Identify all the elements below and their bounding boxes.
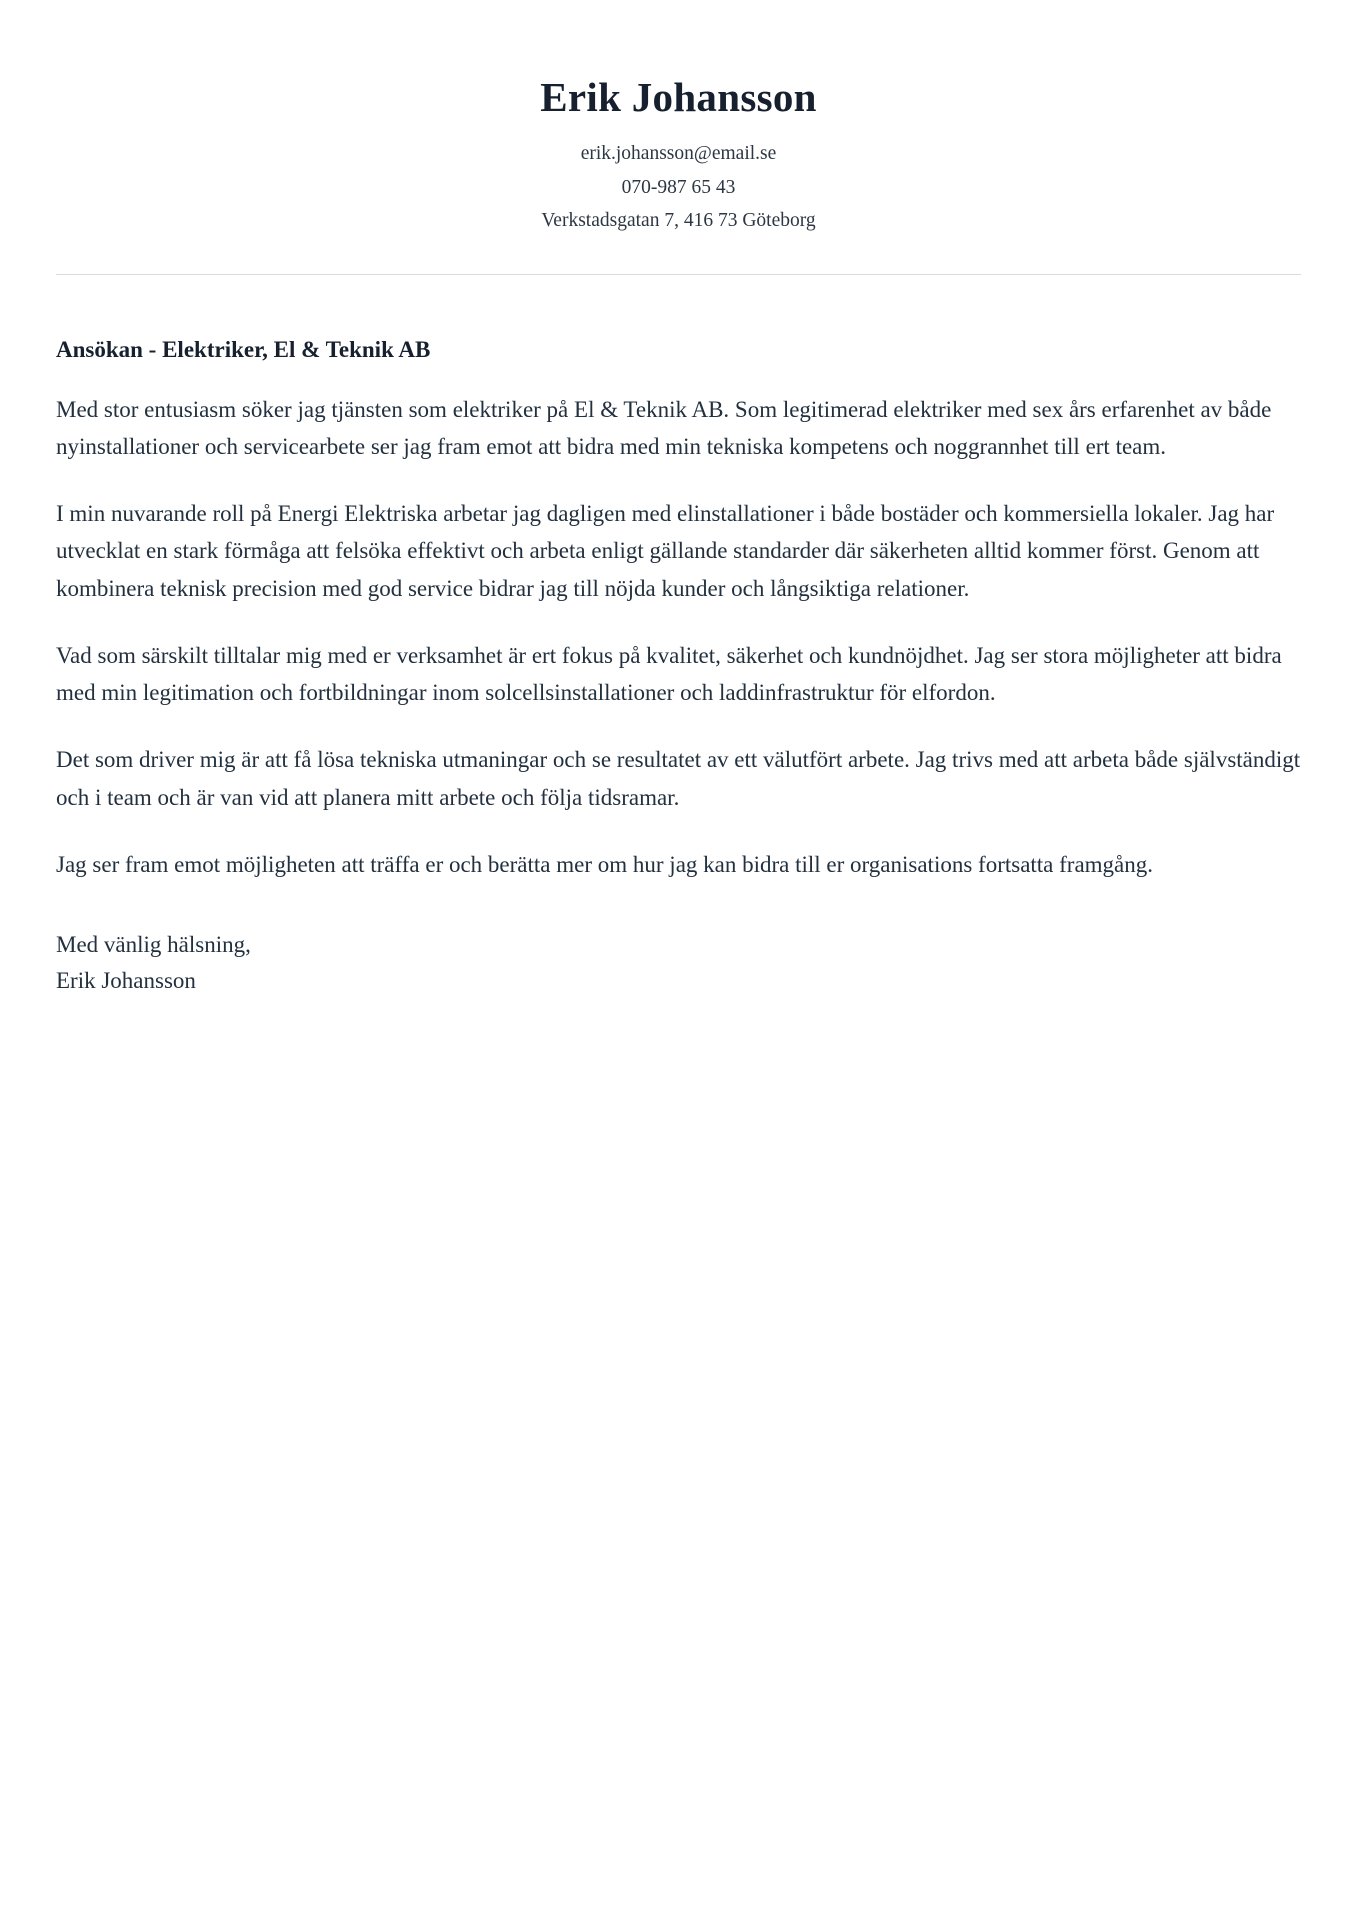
contact-address: Verkstadsgatan 7, 416 73 Göteborg [541, 210, 816, 232]
letter-header [56, 58, 1301, 238]
letter-subject: Ansökan - Elektriker, El & Teknik AB [56, 336, 431, 362]
letter-closing [56, 927, 1301, 998]
applicant-name: Erik Johansson [540, 74, 817, 120]
contact-phone: 070-987 65 43 [621, 176, 736, 198]
paragraph: Det som driver mig är att få lösa tekniska utmaningar och se resultatet av ett välutfört arbete. Jag trivs med att arbeta både självständigt och i team och är van vid att planera mitt arbete och följa tidsramar. [56, 747, 1301, 810]
contact-email: erik.johansson@email.se [580, 143, 777, 165]
paragraph: Med stor entusiasm söker jag tjänsten som elektriker på El & Teknik AB. Som legitimerad elektriker med sex års erfarenhet av både nyinstallationer och servicearbete ser jag fram emot att bidra med min tekniska kompetens och noggrannhet till ert team. [56, 396, 1272, 459]
paragraph: Vad som särskilt tilltalar mig med er verksamhet är ert fokus på kvalitet, säkerhet och kundnöjdhet. Jag ser stora möjligheter att bidra med min legitimation och fortbildningar inom solcellsinstallationer och laddinfrastruktur för elfordon. [56, 642, 1282, 706]
paragraph: Jag ser fram emot möjligheten att träffa er och berätta mer om hur jag kan bidra till er organisations fortsatta framgång. [56, 851, 1154, 877]
header-divider [56, 274, 1301, 275]
letter-body [56, 391, 1301, 884]
closing-signature: Erik Johansson [56, 967, 196, 993]
paragraph: I min nuvarande roll på Energi Elektriska arbetar jag dagligen med elinstallationer i både bostäder och kommersiella lokaler. Jag har utvecklat en stark förmåga att felsöka effektivt och arbeta enligt gällande standarder där säkerheten alltid kommer först. Genom att kombinera teknisk precision med god service bidrar jag till nöjda kunder och långsiktiga relationer. [56, 501, 1275, 601]
closing-salutation: Med vänlig hälsning, [56, 932, 251, 958]
cover-letter [56, 58, 1301, 998]
